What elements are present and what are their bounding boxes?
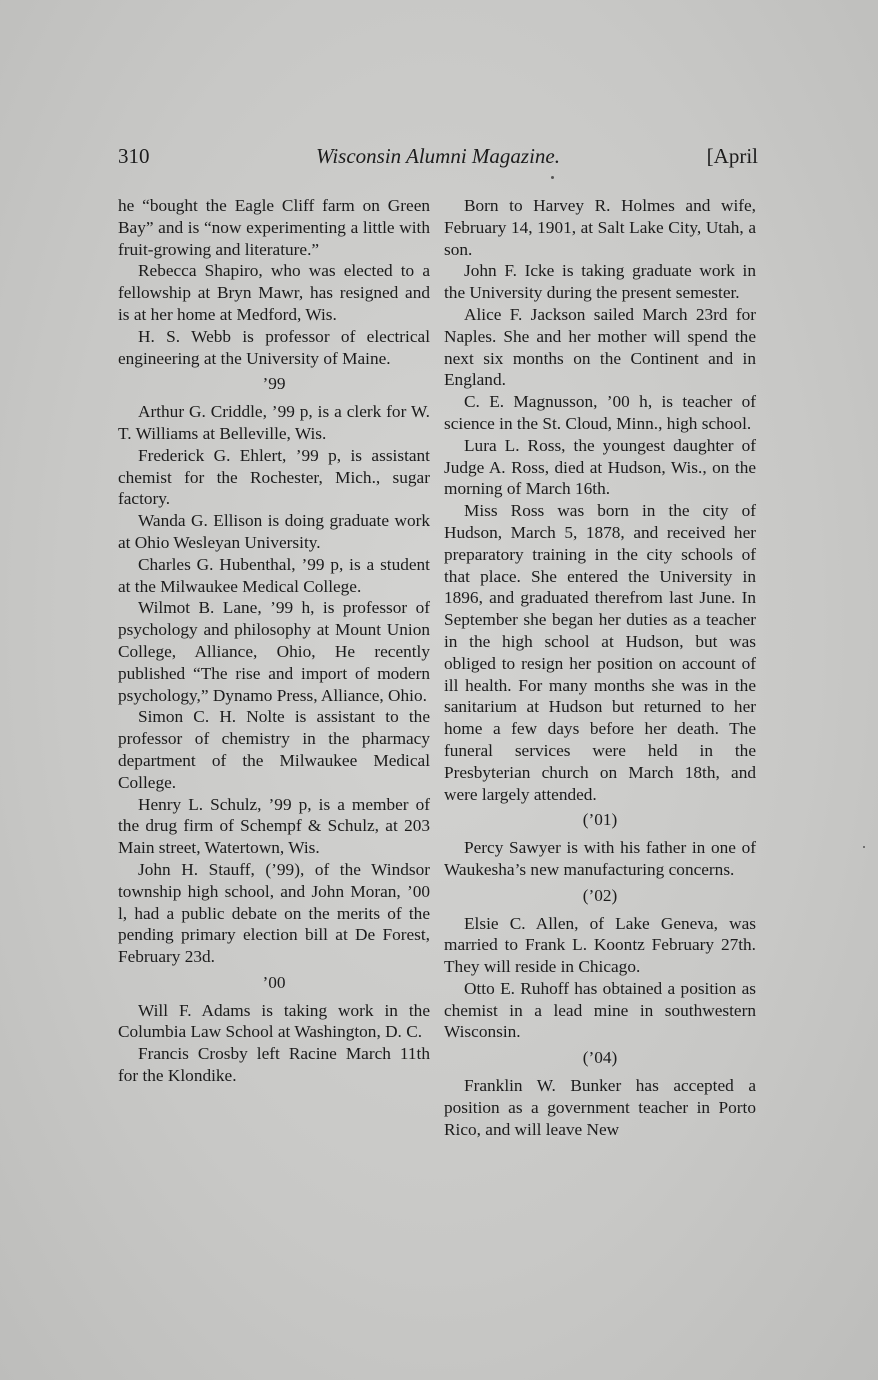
page-number: 310: [118, 144, 150, 168]
news-paragraph: John F. Icke is taking graduate work in the University during the present semester.: [444, 261, 756, 303]
news-paragraph: Alice F. Jackson sailed March 23rd for Naples. She and her mother will spend the next six months on the Continent and in England.: [444, 304, 756, 390]
class-year-heading: (’02): [582, 885, 618, 905]
right-column: [444, 195, 756, 1140]
class-year-heading: (’04): [582, 1048, 618, 1068]
news-paragraph: Rebecca Shapiro, who was elected to a fellowship at Bryn Mawr, has resigned and is at her home at Medford, Wis.: [118, 261, 430, 324]
news-paragraph: C. E. Magnusson, ’00 h, is teacher of science in the St. Cloud, Minn., high school.: [444, 392, 756, 433]
news-paragraph: Wilmot B. Lane, ’99 h, is professor of psychology and philosophy at Mount Union College, Alliance, Ohio, He recently published “The rise and import of modern psychology,” Dynamo Press, Alliance, Ohio.: [118, 598, 430, 705]
news-paragraph: Simon C. H. Nolte is assistant to the professor of chemistry in the pharmacy department of the Milwaukee Medical College.: [118, 707, 430, 792]
news-paragraph: John H. Stauff, (’99), of the Windsor township high school, and John Moran, ’00 l, had a public debate on the merits of the pending primary election bill at De Forest, February 23d.: [118, 859, 430, 967]
print-speck: [551, 176, 554, 179]
issue-month: [April: [706, 144, 758, 168]
news-paragraph: H. S. Webb is professor of electrical engineering at the University of Maine.: [118, 326, 430, 368]
news-paragraph: Miss Ross was born in the city of Hudson, March 5, 1878, and received her preparatory training in the city schools of that place. She entered the University in 1896, and graduated therefrom last June. In September she began her duties as a teacher in the high school at Hudson, but was obliged to resign her position on account of ill health. For many months she was in the sanitarium at Hudson but returned to her home a few days before her death. The funeral services were held in the Presbyterian church on March 18th, and were largely attended.: [444, 501, 756, 804]
news-paragraph: Frederick G. Ehlert, ’99 p, is assistant chemist for the Rochester, Mich., sugar factory.: [118, 445, 430, 509]
news-paragraph: Charles G. Hubenthal, ’99 p, is a student at the Milwaukee Medical College.: [118, 554, 430, 596]
class-year-heading: ’00: [262, 972, 286, 992]
news-paragraph: Elsie C. Allen, of Lake Geneva, was married to Frank L. Koontz February 27th. They will reside in Chicago.: [444, 913, 756, 977]
news-paragraph: Percy Sawyer is with his father in one of Waukesha’s new manufacturing concerns.: [444, 838, 756, 879]
news-paragraph: Lura L. Ross, the youngest daughter of Judge A. Ross, died at Hudson, Wis., on the morning of March 16th.: [444, 435, 756, 499]
print-speck: [863, 846, 865, 848]
left-column: [118, 195, 430, 1087]
news-paragraph: Will F. Adams is taking work in the Columbia Law School at Washington, D. C.: [118, 1000, 430, 1042]
running-header: [118, 144, 758, 178]
news-paragraph: Wanda G. Ellison is doing graduate work at Ohio Wesleyan University.: [118, 511, 430, 552]
class-year-heading: (’01): [582, 810, 618, 830]
class-year-heading: ’99: [262, 374, 286, 394]
news-paragraph: Otto E. Ruhoff has obtained a position as chemist in a lead mine in southwestern Wisconsin.: [444, 978, 756, 1042]
news-paragraph: Francis Crosby left Racine March 11th for the Klondike.: [118, 1044, 430, 1086]
news-paragraph: Franklin W. Bunker has accepted a position as a government teacher in Porto Rico, and will leave New: [444, 1076, 756, 1139]
news-paragraph: Arthur G. Criddle, ’99 p, is a clerk for W. T. Williams at Belleville, Wis.: [118, 402, 430, 443]
paragraph-continuation: he “bought the Eagle Cliff farm on Green Bay” and is “now experimenting a little with fruit-growing and literature.”: [118, 196, 430, 259]
magazine-title: Wisconsin Alumni Magazine.: [315, 144, 561, 168]
news-paragraph: Born to Harvey R. Holmes and wife, February 14, 1901, at Salt Lake City, Utah, a son.: [444, 196, 756, 259]
news-paragraph: Henry L. Schulz, ’99 p, is a member of the drug firm of Schempf & Schulz, at 203 Main street, Watertown, Wis.: [118, 794, 430, 858]
